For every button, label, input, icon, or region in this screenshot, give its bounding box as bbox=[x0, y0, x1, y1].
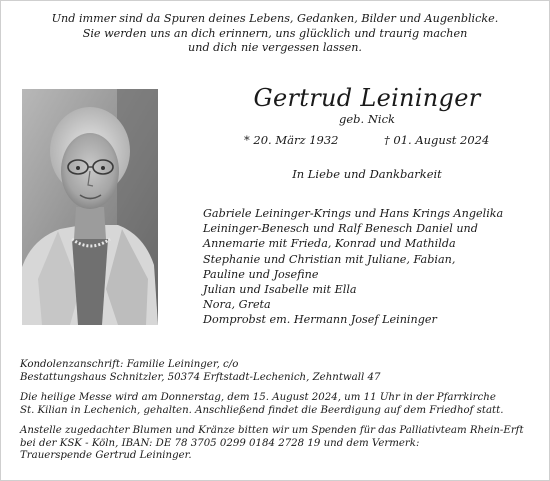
intro-line: und dich nie vergessen lassen. bbox=[188, 41, 362, 54]
address-line: Kondolenzanschrift: Familie Leininger, c/o bbox=[20, 359, 239, 370]
mourner-line: Leininger-Benesch und Ralf Benesch Daniel und bbox=[203, 222, 478, 236]
intro-line: Sie werden uns an dich erinnern, uns glücklich und traurig machen bbox=[82, 26, 468, 40]
service-info bbox=[20, 392, 524, 418]
mourner-line: Pauline und Josefine bbox=[203, 267, 319, 281]
portrait-illustration bbox=[22, 89, 158, 325]
service-line: Die heilige Messe wird am Donnerstag, dem 15. August 2024, um 11 Uhr in der Pfarrkirche bbox=[20, 391, 496, 403]
death-date: † 01. August 2024 bbox=[384, 133, 490, 147]
footer-info bbox=[20, 359, 524, 470]
donation-info bbox=[20, 425, 524, 464]
mourner-line: Domprobst em. Hermann Josef Leininger bbox=[203, 313, 437, 327]
motto: In Liebe und Dankbarkeit bbox=[292, 167, 442, 181]
maiden-name: geb. Nick bbox=[339, 112, 395, 126]
mourner-line: Nora, Greta bbox=[203, 298, 271, 312]
mourner-line: Gabriele Leininger-Krings und Hans Krings Angelika bbox=[203, 207, 504, 220]
donation-line: Trauerspende Gertrud Leininger. bbox=[20, 450, 192, 462]
birth-date: * 20. März 1932 bbox=[244, 133, 339, 147]
portrait-photo bbox=[22, 89, 158, 325]
mourner-line: Stephanie und Christian mit Juliane, Fabian, bbox=[203, 252, 456, 266]
service-line: St. Kilian in Lechenich, gehalten. Anschließend findet die Beerdigung auf dem Friedhof statt. bbox=[20, 404, 504, 416]
intro-verse bbox=[0, 12, 550, 56]
mourner-line: Annemarie mit Frieda, Konrad und Mathilda bbox=[203, 237, 456, 251]
mourners-list bbox=[203, 206, 503, 328]
donation-line: Anstelle zugedachter Blumen und Kränze bitten wir um Spenden für das Palliativteam Rhein-Erft bbox=[20, 424, 524, 436]
address-line: Bestattungshaus Schnitzler, 50374 Erftstadt-Lechenich, Zehntwall 47 bbox=[20, 371, 381, 383]
mourner-line: Julian und Isabelle mit Ella bbox=[203, 283, 357, 297]
intro-line: Und immer sind da Spuren deines Lebens, Gedanken, Bilder und Augenblicke. bbox=[51, 12, 499, 25]
condolence-address bbox=[20, 359, 524, 385]
donation-line: bei der KSK - Köln, IBAN: DE 78 3705 0299 0184 2728 19 und dem Vermerk: bbox=[20, 437, 420, 449]
deceased-name: Gertrud Leininger bbox=[253, 84, 481, 112]
